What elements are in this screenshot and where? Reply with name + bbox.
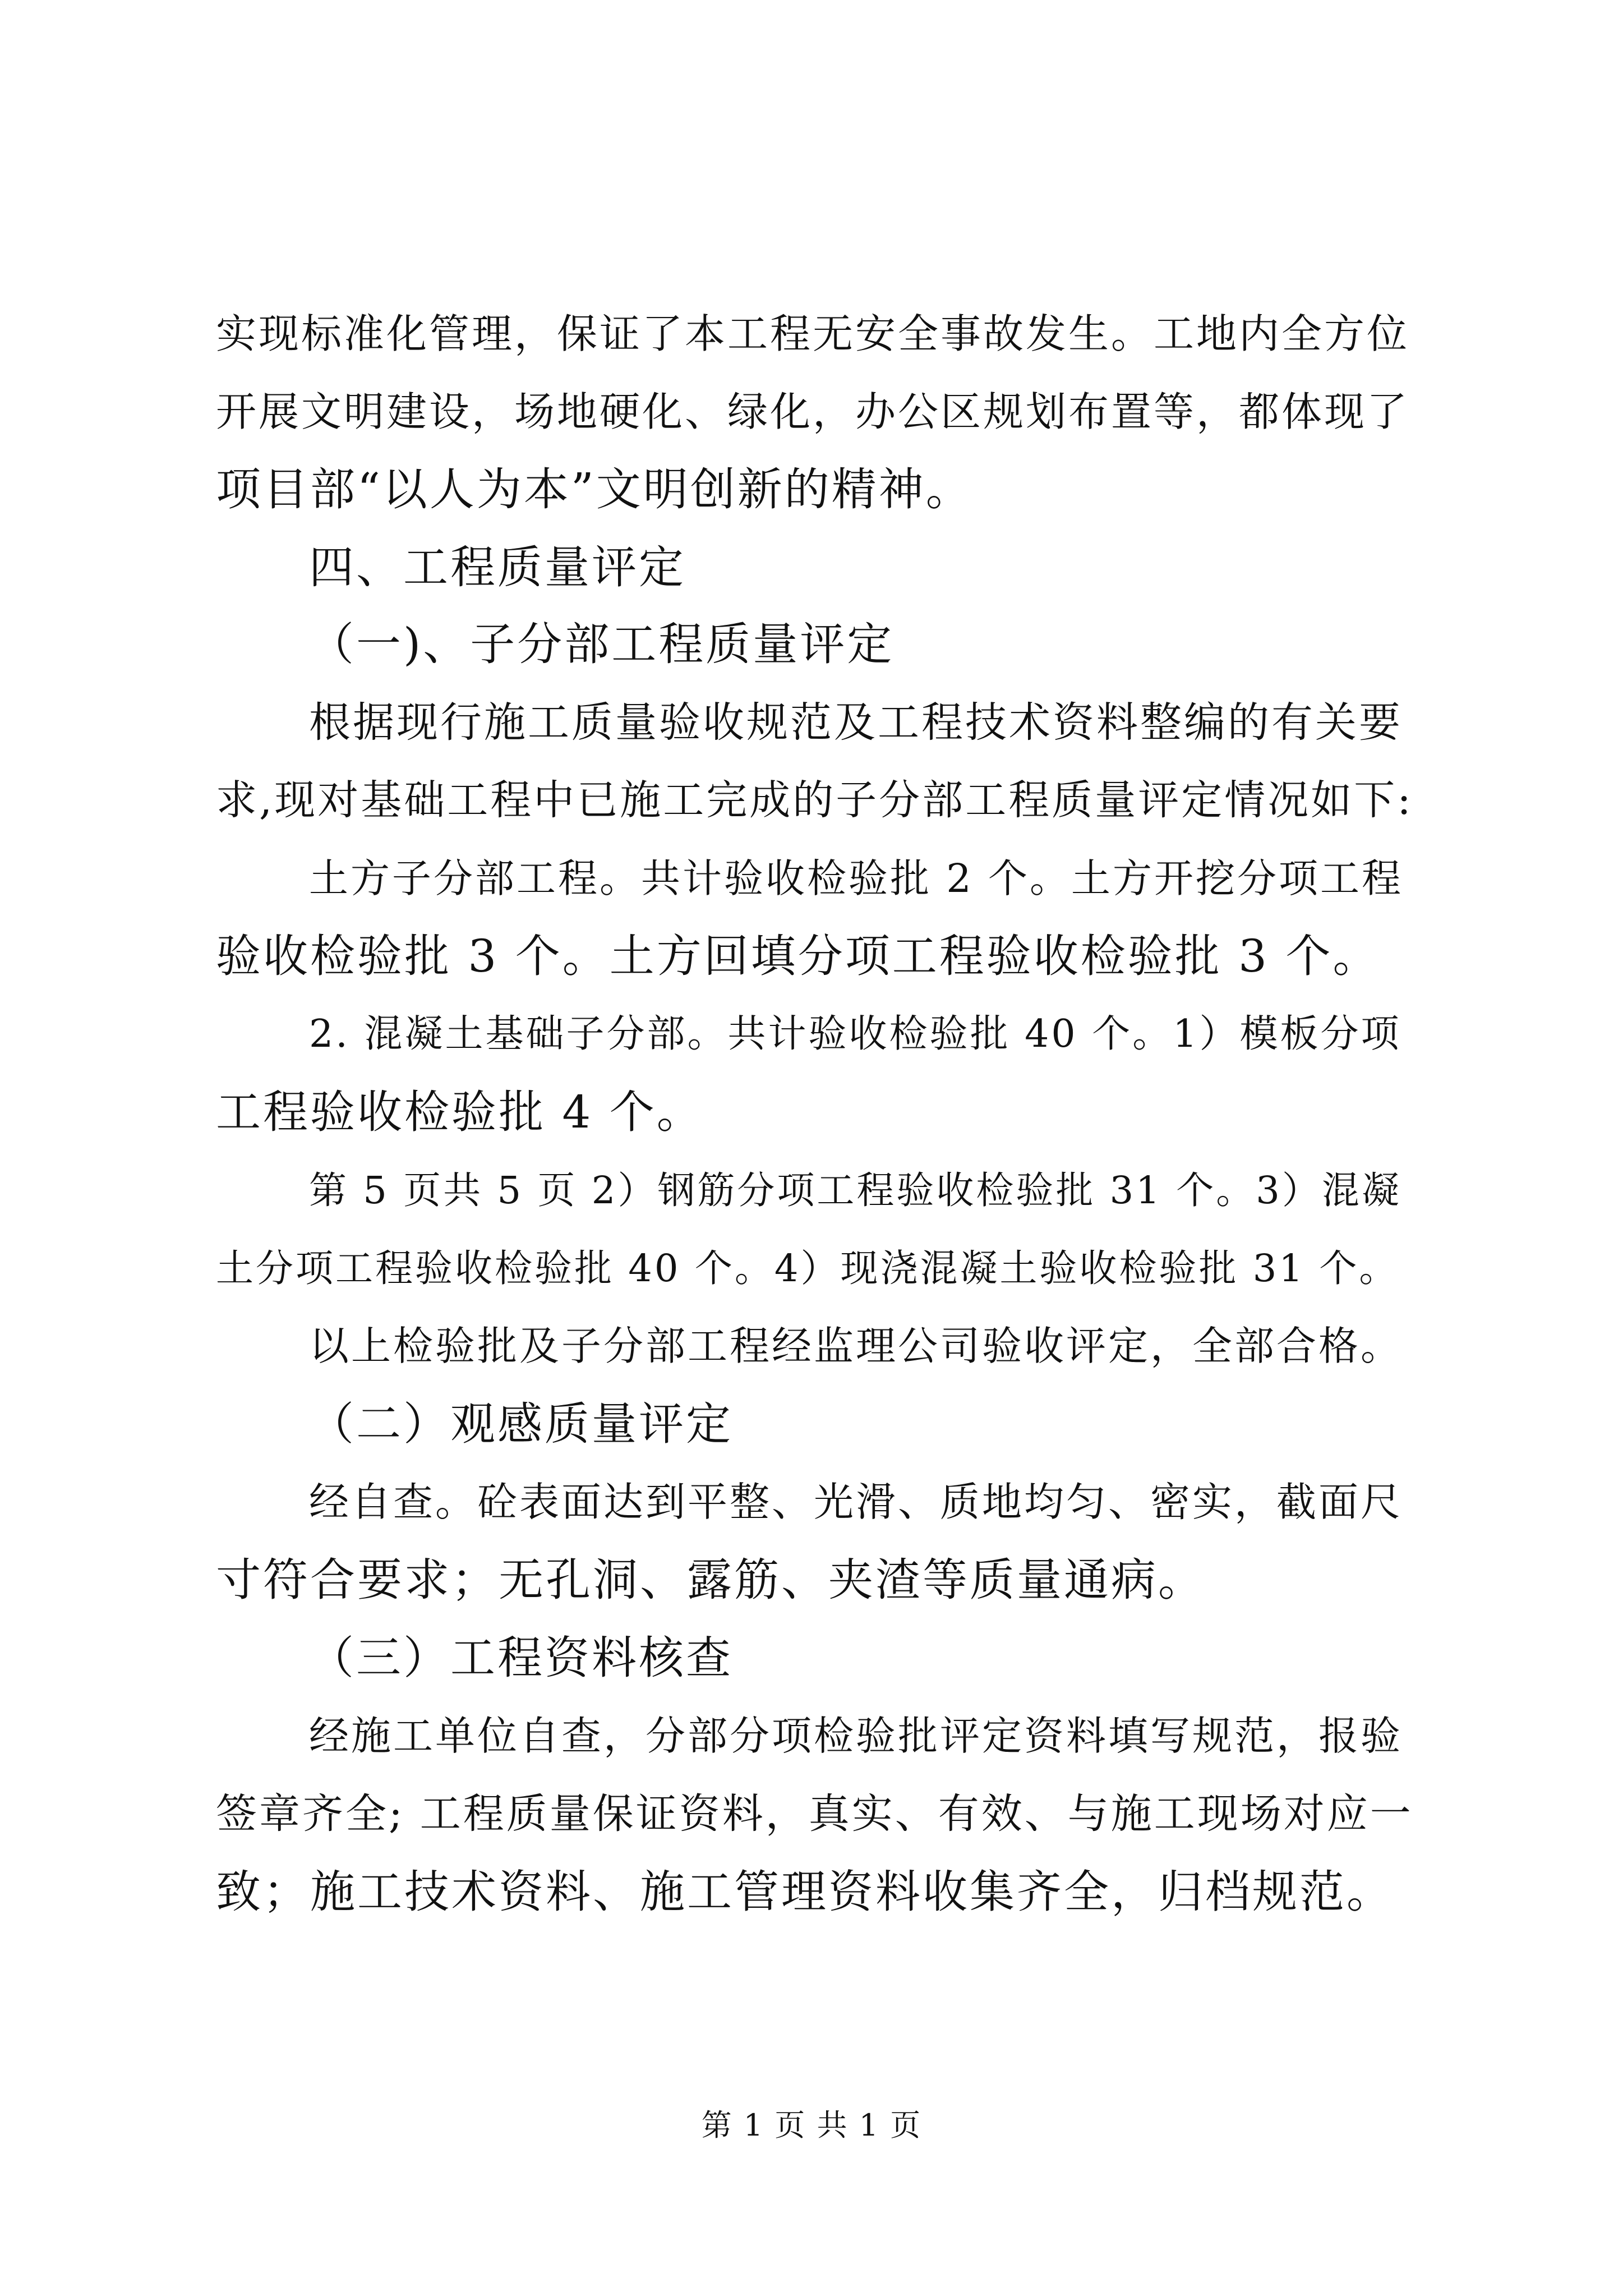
body-text-line: 寸符合要求；无孔洞、露筋、夹渣等质量通病。 bbox=[216, 1554, 1205, 1606]
body-text-line: 工程验收检验批 4 个。 bbox=[216, 1086, 704, 1138]
section-heading: 四、工程质量评定 bbox=[309, 541, 686, 593]
body-text-line: 2. 混凝土基础子分部。共计验收检验批 40 个。1）模板分项 bbox=[309, 1012, 1401, 1056]
subsection-heading: （二）观感质量评定 bbox=[309, 1398, 733, 1450]
body-text-line: 以上检验批及子分部工程经监理公司验收评定，全部合格。 bbox=[309, 1323, 1403, 1369]
body-text-line: 根据现行施工质量验收规范及工程技术资料整编的有关要 bbox=[309, 698, 1403, 747]
body-text-line: 实现标准化管理，保证了本工程无安全事故发生。工地内全方位 bbox=[216, 310, 1410, 357]
body-text-line: 开展文明建设，场地硬化、绿化，办公区规划布置等，都体现了 bbox=[216, 388, 1410, 435]
body-text-line: 经施工单位自查，分部分项检验批评定资料填写规范，报验 bbox=[309, 1713, 1403, 1759]
body-text-line: 签章齐全; 工程质量保证资料，真实、有效、与施工现场对应一 bbox=[216, 1790, 1413, 1838]
body-text-line: 第 5 页共 5 页 2）钢筋分项工程验收检验批 31 个。3）混凝 bbox=[309, 1168, 1401, 1212]
body-text-line: 致；施工技术资料、施工管理资料收集齐全，归档规范。 bbox=[216, 1866, 1394, 1918]
subsection-heading: （一)、子分部工程质量评定 bbox=[309, 618, 895, 670]
body-text-line: 项目部“以人为本”文明创新的精神。 bbox=[216, 463, 973, 516]
body-text-line: 求,现对基础工程中已施工完成的子分部工程质量评定情况如下: bbox=[216, 776, 1413, 824]
subsection-heading: （三）工程资料核查 bbox=[309, 1632, 733, 1684]
body-text-line: 验收检验批 3 个。土方回填分项工程验收检验批 3 个。 bbox=[216, 930, 1380, 982]
body-text-line: 土分项工程验收检验批 40 个。4）现浇混凝土验收检验批 31 个。 bbox=[216, 1246, 1399, 1290]
body-text-line: 经自查。砼表面达到平整、光滑、质地均匀、密实，截面尺 bbox=[309, 1479, 1403, 1525]
page-footer: 第 1 页 共 1 页 bbox=[701, 2108, 922, 2143]
body-text-line: 土方子分部工程。共计验收检验批 2 个。土方开挖分项工程 bbox=[309, 855, 1404, 901]
